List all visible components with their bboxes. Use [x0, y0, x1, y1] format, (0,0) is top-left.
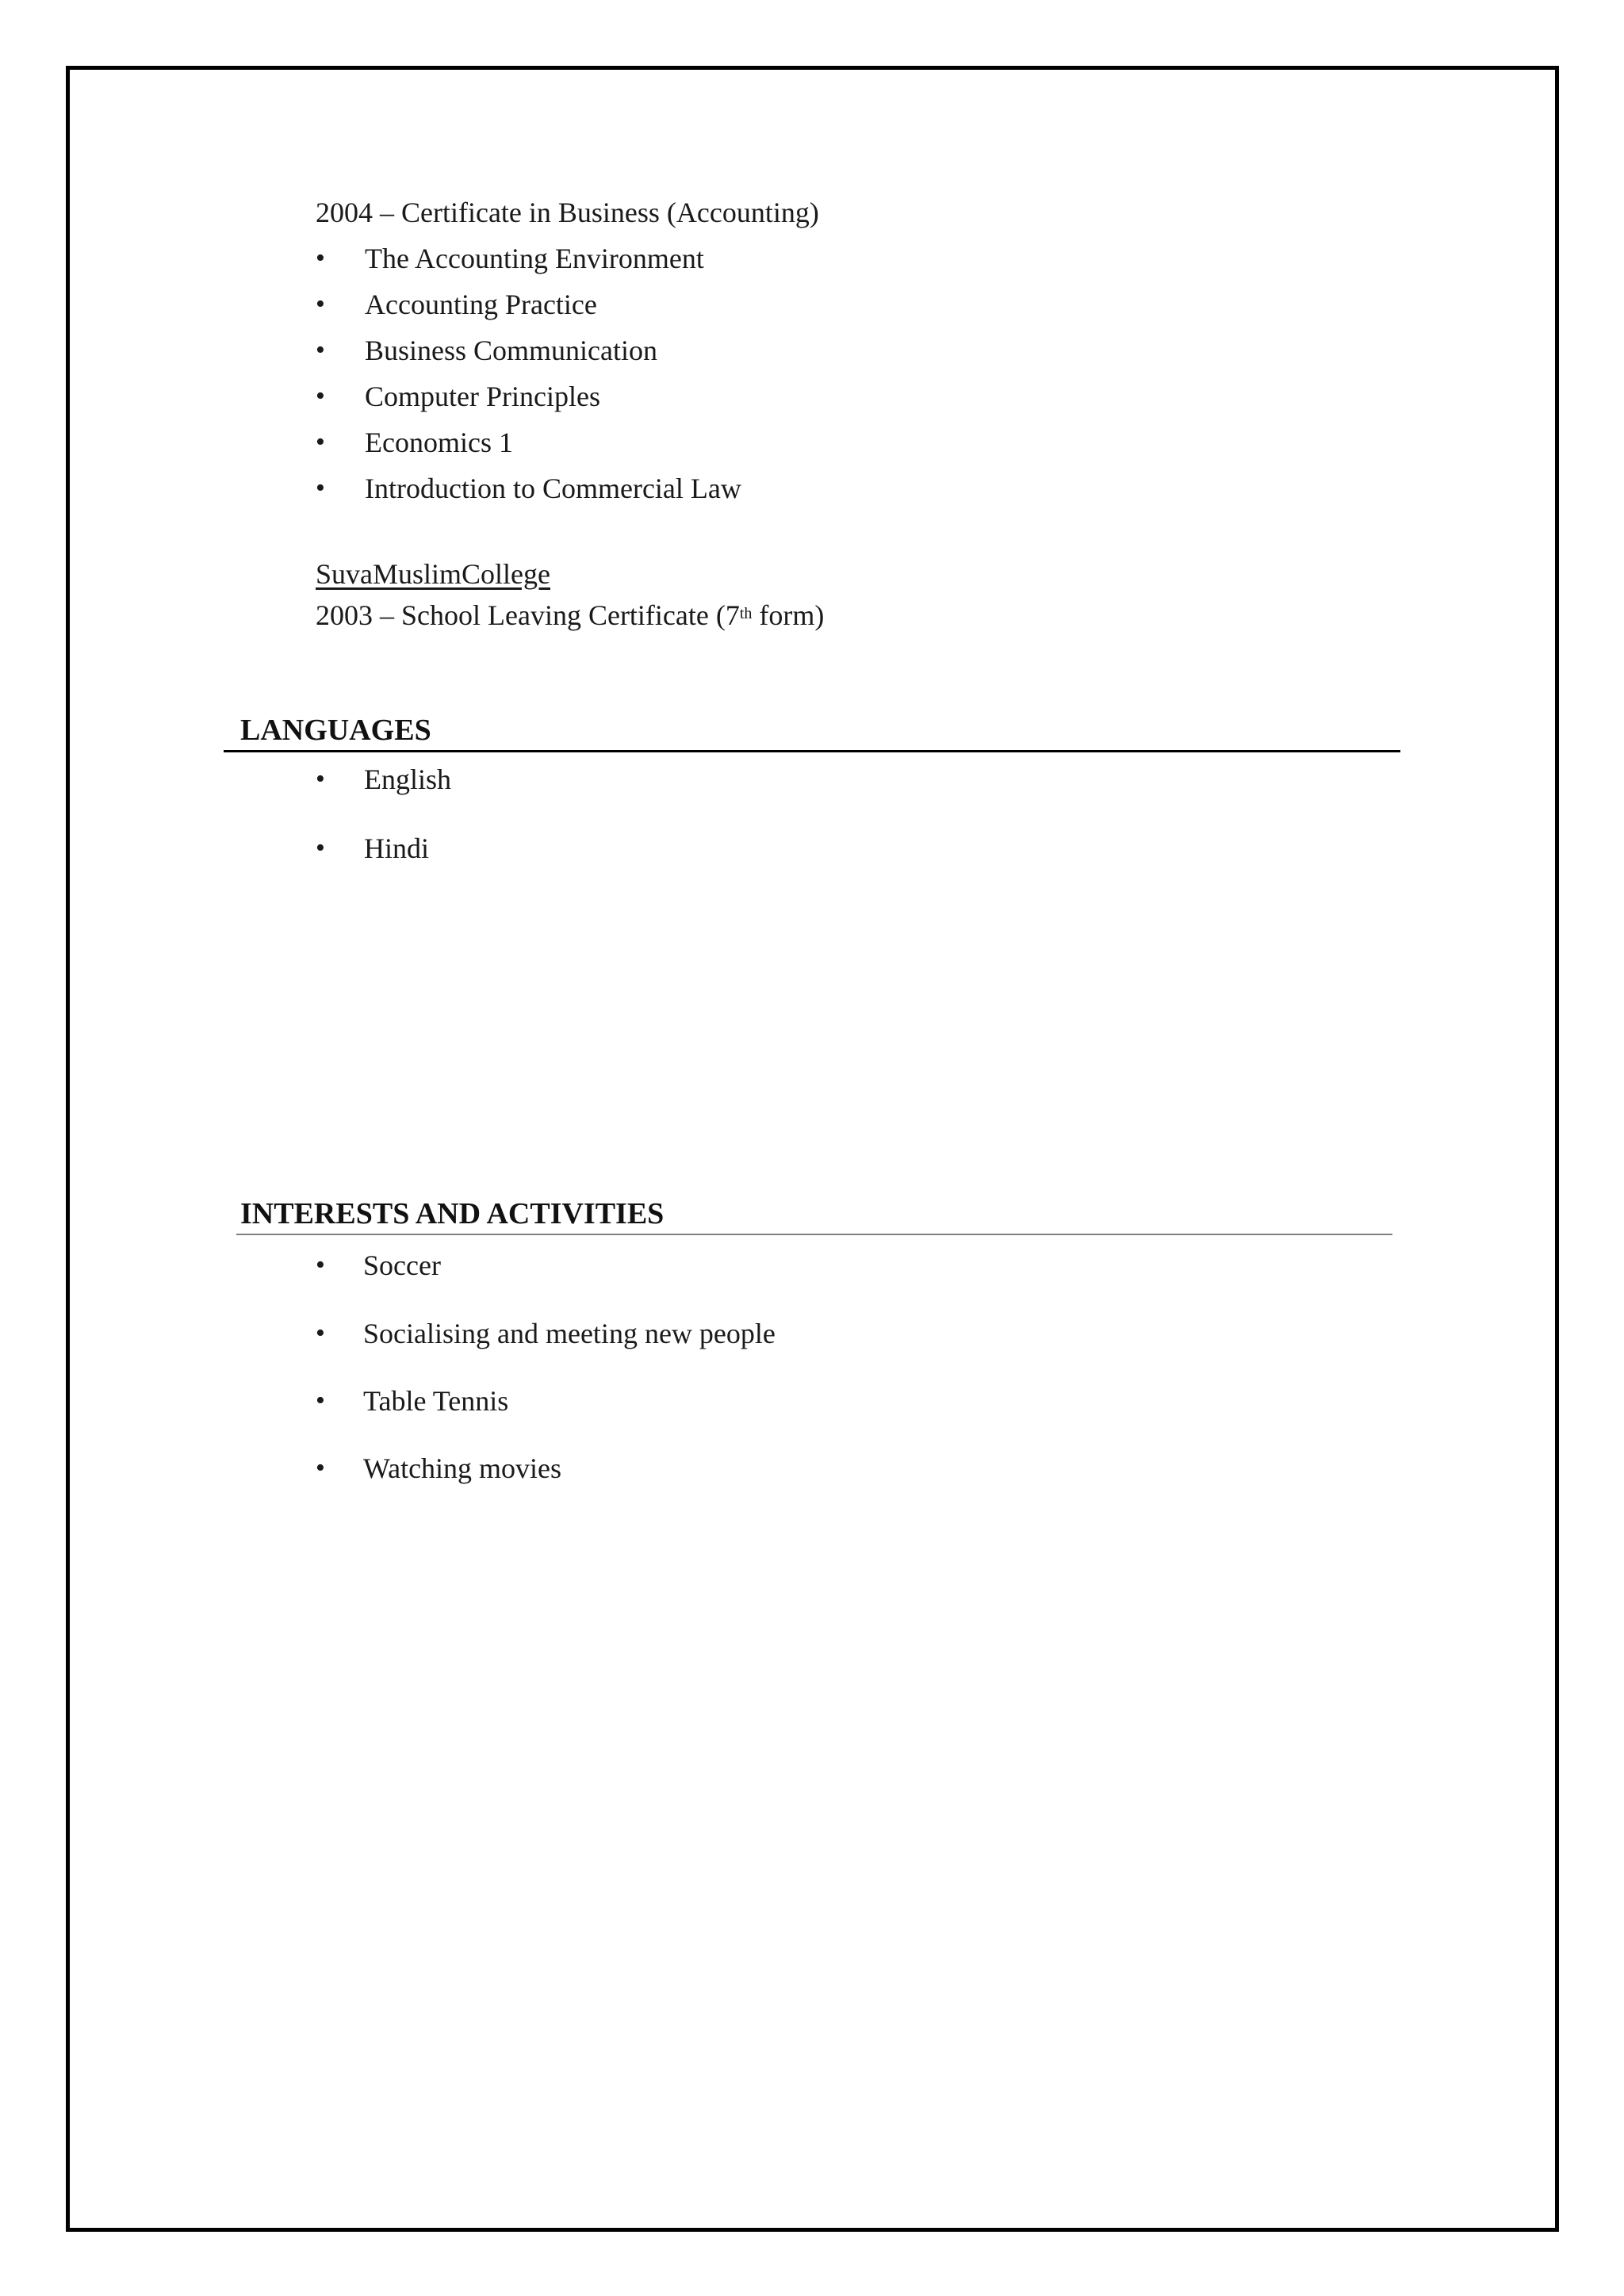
bullet-icon: • — [316, 764, 325, 794]
interests-heading: INTERESTS AND ACTIVITIES — [240, 1197, 665, 1230]
bullet-icon: • — [316, 833, 325, 863]
interest-item: Soccer — [363, 1249, 441, 1281]
interest-item: Watching movies — [363, 1452, 562, 1484]
course-item: Economics 1 — [365, 427, 513, 458]
course-item: The Accounting Environment — [365, 243, 704, 274]
bullet-icon: • — [316, 427, 325, 457]
course-item: Business Communication — [365, 335, 657, 366]
languages-heading: LANGUAGES — [240, 714, 431, 747]
bullet-icon: • — [316, 381, 325, 411]
bullet-icon: • — [316, 473, 325, 503]
course-item: Accounting Practice — [365, 289, 597, 320]
school-name: SuvaMuslimCollege — [316, 558, 550, 590]
interests-divider — [236, 1234, 1392, 1235]
school-certificate — [316, 599, 824, 631]
language-item: Hindi — [364, 832, 430, 864]
bullet-icon: • — [316, 1386, 325, 1415]
interest-item: Table Tennis — [363, 1385, 509, 1417]
bullet-icon: • — [316, 1318, 325, 1348]
interest-item: Socialising and meeting new people — [363, 1318, 776, 1349]
languages-divider — [224, 750, 1400, 752]
school-cert-prefix: 2003 – School Leaving Certificate (7 — [316, 599, 740, 631]
bullet-icon: • — [316, 1250, 325, 1280]
bullet-icon: • — [316, 289, 325, 319]
bullet-icon: • — [316, 335, 325, 365]
page-border — [66, 66, 1559, 2232]
school-cert-suffix: form) — [752, 599, 825, 631]
school-cert-superscript: th — [739, 605, 753, 622]
language-item: English — [364, 763, 452, 795]
course-item: Computer Principles — [365, 381, 600, 412]
bullet-icon: • — [316, 243, 325, 273]
certificate-title: 2004 – Certificate in Business (Accounting) — [316, 197, 819, 228]
bullet-icon: • — [316, 1453, 325, 1483]
course-item: Introduction to Commercial Law — [365, 473, 741, 504]
